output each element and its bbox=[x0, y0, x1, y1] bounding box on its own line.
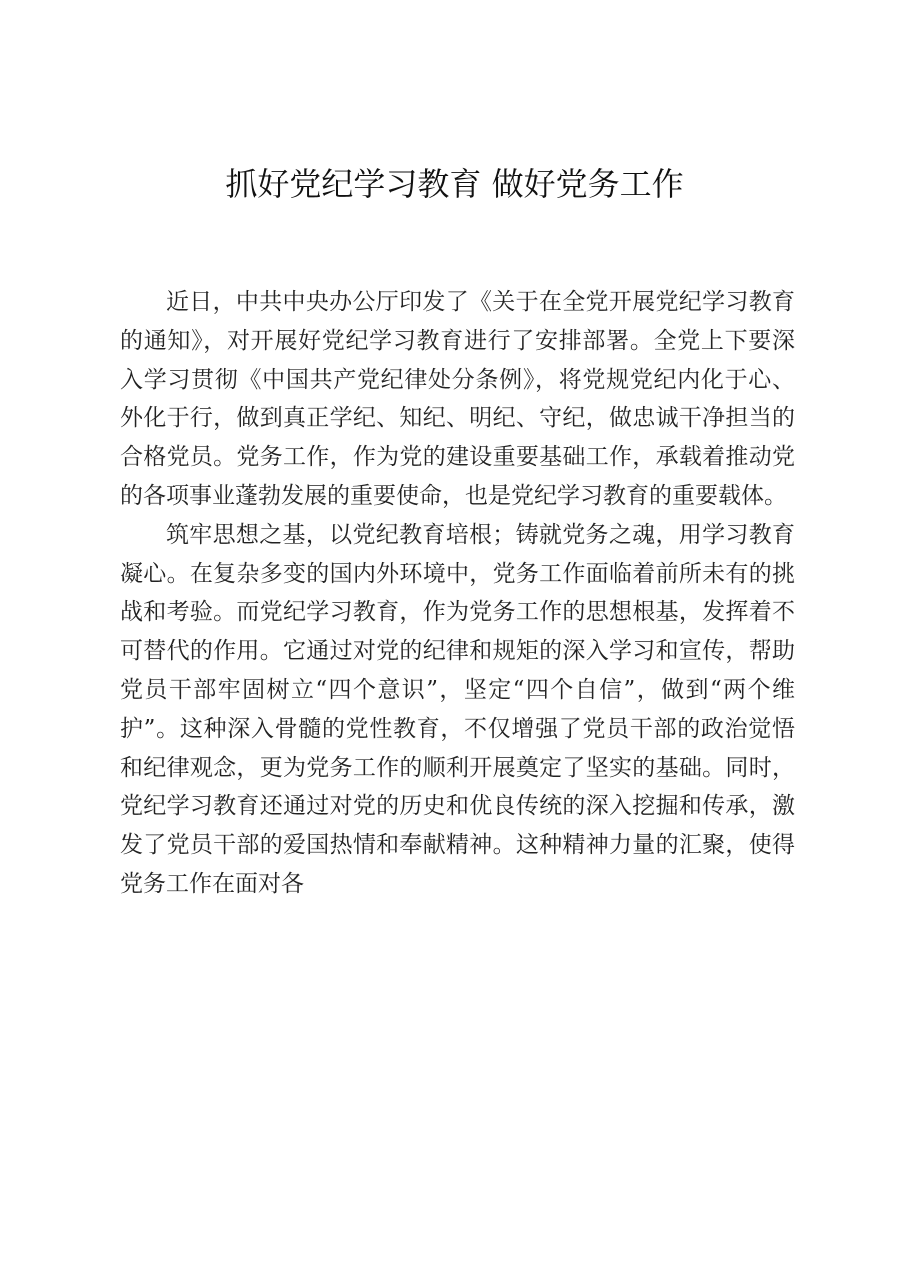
paragraph-1: 近日，中共中央办公厅印发了《关于在全党开展党纪学习教育的通知》，对开展好党纪学习教育进行了安排部署。全党上下要深入学习贯彻《中国共产党纪律处分条例》，将党规党纪内化于心、外化于行，做到真正学纪、知纪、明纪、守纪，做忠诚干净担当的合格党员。党务工作，作为党的建设重要基础工作，承载着推动党的各项事业蓬勃发展的重要使命，也是党纪学习教育的重要载体。 bbox=[120, 289, 795, 509]
document-body bbox=[120, 283, 795, 904]
document-title: 抓好党纪学习教育 做好党务工作 bbox=[225, 165, 684, 203]
paragraph-2: 筑牢思想之基，以党纪教育培根；铸就党务之魂，用学习教育凝心。在复杂多变的国内外环境中，党务工作面临着前所未有的挑战和考验。而党纪学习教育，作为党务工作的思想根基，发挥着不可替代的作用。它通过对党的纪律和规矩的深入学习和宣传，帮助党员干部牢固树立“四个意识”，坚定“四个自信”，做到“两个维护”。这种深入骨髓的党性教育，不仅增强了党员干部的政治觉悟和纪律观念，更为党务工作的顺利开展奠定了坚实的基础。同时，党纪学习教育还通过对党的历史和优良传统的深入挖掘和传承，激发了党员干部的爱国热情和奉献精神。这种精神力量的汇聚，使得党务工作在面对各 bbox=[120, 521, 795, 897]
